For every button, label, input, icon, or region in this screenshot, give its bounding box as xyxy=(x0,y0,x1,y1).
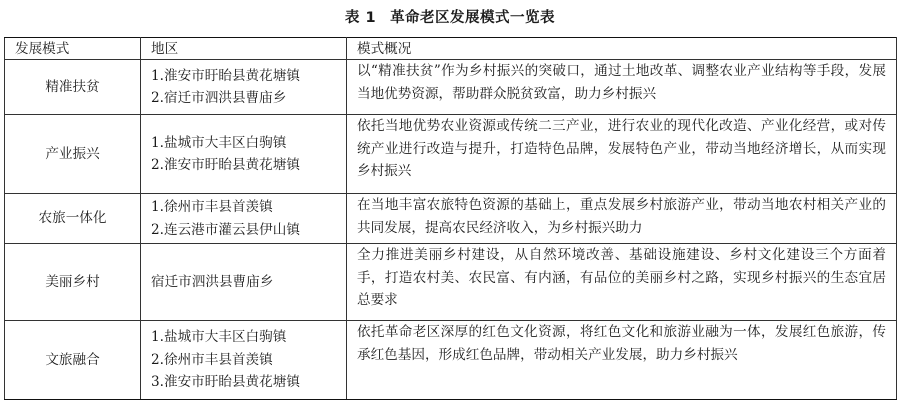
region-line: 1.淮安市盱眙县黄花塘镇 xyxy=(151,67,300,84)
region-cell xyxy=(141,115,347,194)
table-header-row xyxy=(5,38,897,60)
table-number: 表 1 xyxy=(344,10,377,26)
mode-cell: 美丽乡村 xyxy=(5,244,141,321)
region-line: 2.淮安市盱眙县黄花塘镇 xyxy=(151,157,300,173)
region-cell xyxy=(141,194,347,244)
region-line: 1.盐城市大丰区白驹镇 xyxy=(151,329,287,346)
region-line: 3.淮安市盱眙县黄花塘镇 xyxy=(151,374,300,391)
development-modes-table xyxy=(4,37,897,400)
region-line: 1.徐州市丰县首羡镇 xyxy=(151,199,273,215)
region-line: 2.连云港市灌云县伊山镇 xyxy=(151,221,300,238)
overview-cell: 依托当地优势农业资源或传统二三产业，进行农业的现代化改造、产业化经营，或对传统产业进行改造与提升，打造特色品牌，发展特色产业，带动当地经济增长，从而实现乡村振兴 xyxy=(347,115,897,194)
overview-cell: 以“精准扶贫”作为乡村振兴的突破口，通过土地改革、调整农业产业结构等手段，发展当地优势资源，帮助群众脱贫致富，助力乡村振兴 xyxy=(347,60,897,115)
region-line: 2.徐州市丰县首羡镇 xyxy=(151,351,273,368)
region-line: 宿迁市泗洪县曹庙乡 xyxy=(151,273,274,290)
region-line: 2.宿迁市泗洪县曹庙乡 xyxy=(151,90,287,106)
region-cell xyxy=(141,321,347,400)
region-cell xyxy=(141,60,347,115)
overview-cell: 全力推进美丽乡村建设，从自然环境改善、基础设施建设、乡村文化建设三个方面着手，打造农村美、农民富、有内涵，有品位的美丽乡村之路，实现乡村振兴的生态宜居总要求 xyxy=(347,244,897,321)
mode-cell: 产业振兴 xyxy=(5,115,141,194)
header-mode: 发展模式 xyxy=(5,38,141,60)
header-region: 地区 xyxy=(141,38,347,60)
header-overview: 模式概况 xyxy=(347,38,897,60)
mode-cell: 农旅一体化 xyxy=(5,194,141,244)
overview-cell: 依托革命老区深厚的红色文化资源，将红色文化和旅游业融为一体，发展红色旅游，传承红色基因，形成红色品牌，带动相关产业发展，助力乡村振兴 xyxy=(347,321,897,400)
table-row xyxy=(5,321,897,400)
table-row xyxy=(5,115,897,194)
table-row xyxy=(5,244,897,321)
table-caption xyxy=(0,6,900,27)
mode-cell: 精准扶贫 xyxy=(5,60,141,115)
table-row xyxy=(5,194,897,244)
table-row xyxy=(5,60,897,115)
region-line: 1.盐城市大丰区白驹镇 xyxy=(151,134,287,151)
table-title: 革命老区发展模式一览表 xyxy=(390,10,556,26)
mode-cell: 文旅融合 xyxy=(5,321,141,400)
overview-cell: 在当地丰富农旅特色资源的基础上，重点发展乡村旅游产业，带动当地农村相关产业的共同发展，提高农民经济收入，为乡村振兴助力 xyxy=(347,194,897,244)
region-cell xyxy=(141,244,347,321)
